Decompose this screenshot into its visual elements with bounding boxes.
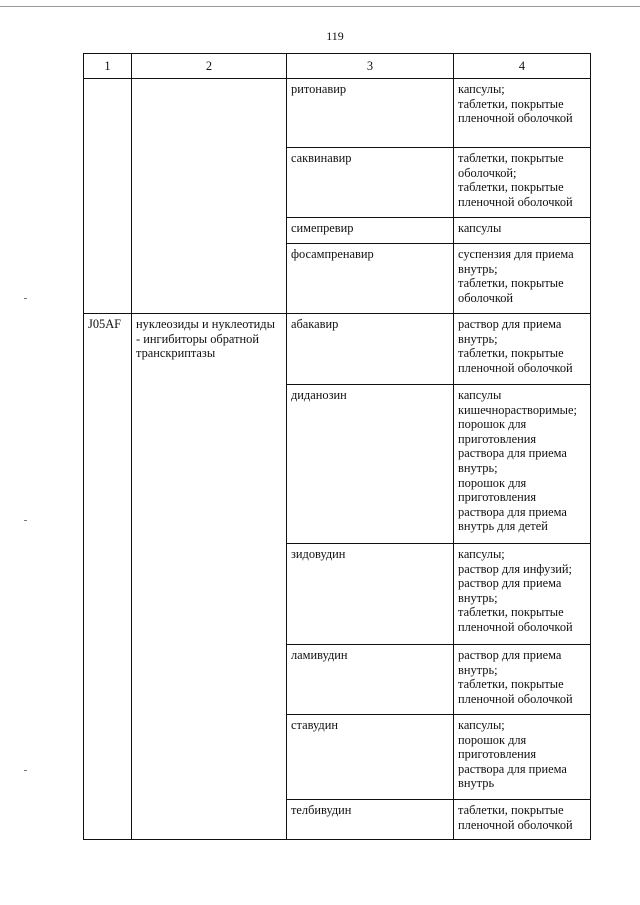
- table-row: [84, 314, 591, 385]
- header-cell-group: 2: [132, 54, 287, 79]
- drug-name-cell: симепревир: [287, 218, 454, 244]
- scan-top-rule: [0, 6, 640, 7]
- drug-name-cell: абакавир: [287, 314, 454, 385]
- dosage-forms-cell: раствор для приема внутрь; таблетки, покрытые пленочной оболочкой: [454, 314, 591, 385]
- scan-speck: [24, 520, 27, 521]
- header-cell-drug: 3: [287, 54, 454, 79]
- scan-speck: [24, 298, 27, 299]
- drug-name-cell: ритонавир: [287, 79, 454, 148]
- drug-name-cell: фосампренавир: [287, 244, 454, 314]
- drug-name-cell: ламивудин: [287, 645, 454, 715]
- dosage-forms-cell: капсулы кишечнорастворимые; порошок для приготовления раствора для приема внутрь; порошок для приготовления раствора для приема внутрь для детей: [454, 385, 591, 544]
- drug-name-cell: диданозин: [287, 385, 454, 544]
- empty-group-cell: [132, 79, 287, 314]
- drug-name-cell: саквинавир: [287, 148, 454, 218]
- dosage-forms-cell: раствор для приема внутрь; таблетки, покрытые пленочной оболочкой: [454, 645, 591, 715]
- atc-code-cell: J05AF: [84, 314, 132, 840]
- dosage-forms-cell: капсулы; раствор для инфузий; раствор для приема внутрь; таблетки, покрытые пленочной оболочкой: [454, 544, 591, 645]
- drug-name-cell: зидовудин: [287, 544, 454, 645]
- drug-name-cell: телбивудин: [287, 800, 454, 840]
- dosage-forms-cell: капсулы; таблетки, покрытые пленочной оболочкой: [454, 79, 591, 148]
- empty-code-cell: [84, 79, 132, 314]
- header-cell-code: 1: [84, 54, 132, 79]
- dosage-forms-cell: капсулы: [454, 218, 591, 244]
- drug-name-cell: ставудин: [287, 715, 454, 800]
- dosage-forms-cell: капсулы; порошок для приготовления раствора для приема внутрь: [454, 715, 591, 800]
- dosage-forms-cell: суспензия для приема внутрь; таблетки, покрытые оболочкой: [454, 244, 591, 314]
- table-row: [84, 79, 591, 148]
- dosage-forms-cell: таблетки, покрытые пленочной оболочкой: [454, 800, 591, 840]
- group-name-cell: нуклеозиды и нуклеотиды - ингибиторы обратной транскриптазы: [132, 314, 287, 840]
- scan-speck: [24, 770, 27, 771]
- table-header-row: [84, 54, 591, 79]
- dosage-forms-cell: таблетки, покрытые оболочкой; таблетки, покрытые пленочной оболочкой: [454, 148, 591, 218]
- header-cell-forms: 4: [454, 54, 591, 79]
- drug-table: [83, 53, 591, 840]
- page-number: 119: [326, 29, 344, 43]
